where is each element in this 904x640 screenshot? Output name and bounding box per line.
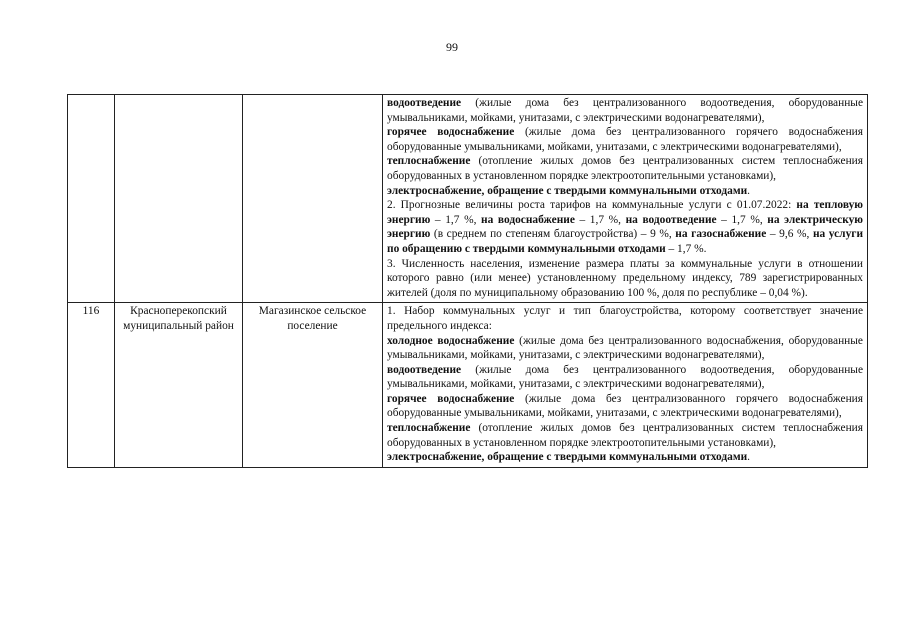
tariff-gas: на газоснабжение [675,228,767,241]
settlement-cell [243,95,383,303]
tariff-drainage-value: – 1,7 %, [716,213,768,226]
tariff-waste-value: – 1,7 %. [665,242,707,255]
service-name: водоотведение [387,97,462,109]
table-row [68,95,868,303]
service-paragraph [387,96,863,125]
service-details: (жилые дома без централизованного водоотведения, оборудованные умывальниками, мойками, унитазами, с электрическими водонагревателями), [387,97,863,124]
settlement-cell: Магазинское сельское поселение [243,303,383,468]
service-details: . [747,451,751,464]
service-paragraph [387,421,863,450]
service-details: (жилые дома без централизованного водоотведения, оборудованные умывальниками, мойками, унитазами, с электрическими водонагревателями), [387,363,863,391]
service-name: электроснабжение, обращение с твердыми коммунальными отходами [387,451,748,464]
tariff-growth-paragraph [387,198,863,256]
service-paragraph [387,184,863,199]
tariff-table [67,94,868,468]
tariff-electric-value: (в среднем по степеням благоустройства) – 9 %, [430,228,676,241]
tariff-gas-value: – 9,6 %, [766,228,813,241]
service-paragraph [387,363,863,392]
service-name: теплоснабжение [387,155,471,168]
population-paragraph: 3. Численность населения, изменение размера платы за коммунальные услуги в отношении которого равно (или менее) установленному предельному индексу, 789 зарегистрированных жителей (доля по муниципальному образованию 100 %, доля по республике – 0,04 %). [387,257,863,299]
tariff-electric: на электрическую энергию [387,213,863,241]
tariff-intro: 2. Прогнозные величины роста тарифов на коммунальные услуги с 01.07.2022: [387,199,797,212]
service-name: электроснабжение, обращение с твердыми коммунальными отходами [387,184,748,197]
row-number-cell [68,95,115,303]
tariff-water-value: – 1,7 %, [574,213,626,226]
service-name: холодное водоснабжение [387,334,515,347]
service-name: горячее водоснабжение [387,392,515,405]
service-details: (жилые дома без централизованного водоснабжения, оборудованные умывальниками, мойками, унитазами, с электрическими водонагревателями), [387,334,863,362]
tariff-water: на водоснабжение [481,213,575,226]
service-name: теплоснабжение [387,422,471,435]
services-intro-paragraph: 1. Набор коммунальных услуг и тип благоустройства, которому соответствует значение предельного индекса: [387,305,863,332]
service-details: . [747,184,751,197]
service-paragraph [387,125,863,154]
tariff-drainage: на водоотведение [625,213,717,226]
service-details: (жилые дома без централизованного горячего водоснабжения оборудованные умывальниками, мойками, унитазами, с электрическими водонагревателями), [387,392,863,420]
service-paragraph [387,450,863,465]
row-number-cell: 116 [68,303,115,468]
service-name: горячее водоснабжение [387,126,515,139]
service-details: (отопление жилых домов без централизованных систем теплоснабжения оборудованных в установленном порядке электроотопительными установками), [387,155,863,182]
service-paragraph [387,154,863,183]
page-number: 99 [446,40,458,54]
tariff-waste: на услуги по обращению с твердыми коммунальными отходами [387,228,864,255]
service-details: (жилые дома без централизованного горячего водоснабжения оборудованные умывальниками, мойками, унитазами, с электрическими водонагревателями), [387,126,863,153]
tariff-heat: на тепловую энергию [387,199,864,226]
description-cell [383,303,868,468]
table-row [68,303,868,468]
description-cell [383,95,868,303]
district-cell [115,95,243,303]
district-cell: Красноперекопский муниципальный район [115,303,243,468]
service-name: водоотведение [387,363,462,376]
service-paragraph [387,392,863,421]
service-paragraph [387,334,863,363]
service-details: (отопление жилых домов без централизованных систем теплоснабжения оборудованных в установленном порядке электроотопительными установками), [387,422,863,449]
tariff-heat-value: – 1,7 %, [430,213,482,226]
